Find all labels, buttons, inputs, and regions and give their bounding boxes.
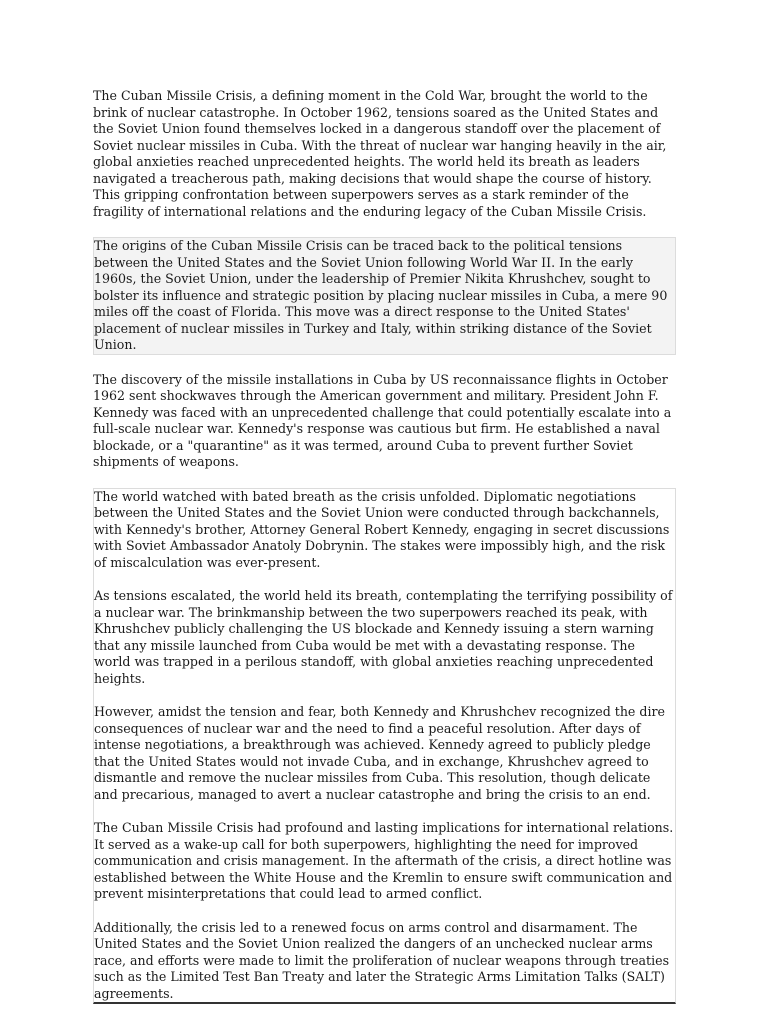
paragraph-implications: The Cuban Missile Crisis had profound and lasting implications for international relations. It served as a wake-up call for both superpowers, highlighting the need for improved communication and crisis management. In the aftermath of the crisis, a direct hotline was established between the White House and the Kremlin to ensure swift communication and prevent misinterpretations that could lead to armed conflict. — [94, 820, 674, 901]
paragraph-intro: The Cuban Missile Crisis, a defining moment in the Cold War, brought the world to the brink of nuclear catastrophe. In October 1962, tensions soared as the United States and the Soviet Union found themselves locked in a dangerous standoff over the placement of Soviet nuclear missiles in Cuba. With the threat of nuclear war hanging heavily in the air, global anxieties reached unprecedented heights. The world held its breath as leaders navigated a treacherous path, making decisions that would shape the course of history. This gripping confrontation between superpowers serves as a stark reminder of the fragility of international relations and the enduring legacy of the Cuban Missile Crisis. — [93, 88, 667, 219]
paragraph-discovery: The discovery of the missile installations in Cuba by US reconnaissance flights in October 1962 sent shockwaves through the American government and military. President John F. Kennedy was faced with an unprecedented challenge that could potentially escalate into a full-scale nuclear war. Kennedy's response was cautious but firm. He established a naval blockade, or a "quarantine" as it was termed, around Cuba to prevent further Soviet shipments of weapons. — [93, 371, 672, 469]
document-body — [93, 88, 676, 1004]
paragraph-arms-control: Additionally, the crisis led to a renewed focus on arms control and disarmament. The United States and the Soviet Union realized the dangers of an unchecked nuclear arms race, and efforts were made to limit the proliferation of nuclear weapons through treaties such as the Limited Test Ban Treaty and later the Strategic Arms Limitation Talks (SALT) agreements. — [94, 919, 670, 1001]
origins-section-highlighted — [93, 237, 676, 355]
paragraph-resolution: However, amidst the tension and fear, both Kennedy and Khrushchev recognized the dire consequences of nuclear war and the need to find a peaceful resolution. After days of intense negotiations, a breakthrough was achieved. Kennedy agreed to publicly pledge that the United States would not invade Cuba, and in exchange, Khrushchev agreed to dismantle and remove the nuclear missiles from Cuba. This resolution, though delicate and precarious, managed to avert a nuclear catastrophe and bring the crisis to an end. — [94, 704, 665, 802]
paragraph-escalation: As tensions escalated, the world held its breath, contemplating the terrifying possibility of a nuclear war. The brinkmanship between the two superpowers reached its peak, with Khrushchev publicly challenging the US blockade and Kennedy issuing a stern warning that any missile launched from Cuba would be met with a devastating response. The world was trapped in a perilous standoff, with global anxieties reaching unprecedented heights. — [94, 588, 673, 686]
paragraph-origins: The origins of the Cuban Missile Crisis can be traced back to the political tensions between the United States and the Soviet Union following World War II. In the early 1960s, the Soviet Union, under the leadership of Premier Nikita Khrushchev, sought to bolster its influence and strategic position by placing nuclear missiles in Cuba, a mere 90 miles off the coast of Florida. This move was a direct response to the United States' placement of nuclear missiles in Turkey and Italy, within striking distance of the Soviet Union. — [94, 238, 668, 352]
crisis-section-framed — [93, 488, 676, 1005]
intro-section — [93, 88, 676, 220]
paragraph-negotiations: The world watched with bated breath as the crisis unfolded. Diplomatic negotiations between the United States and the Soviet Union were conducted through backchannels, with Kennedy's brother, Attorney General Robert Kennedy, engaging in secret discussions with Soviet Ambassador Anatoly Dobrynin. The stakes were impossibly high, and the risk of miscalculation was ever-present. — [94, 488, 670, 570]
discovery-section — [93, 372, 676, 471]
